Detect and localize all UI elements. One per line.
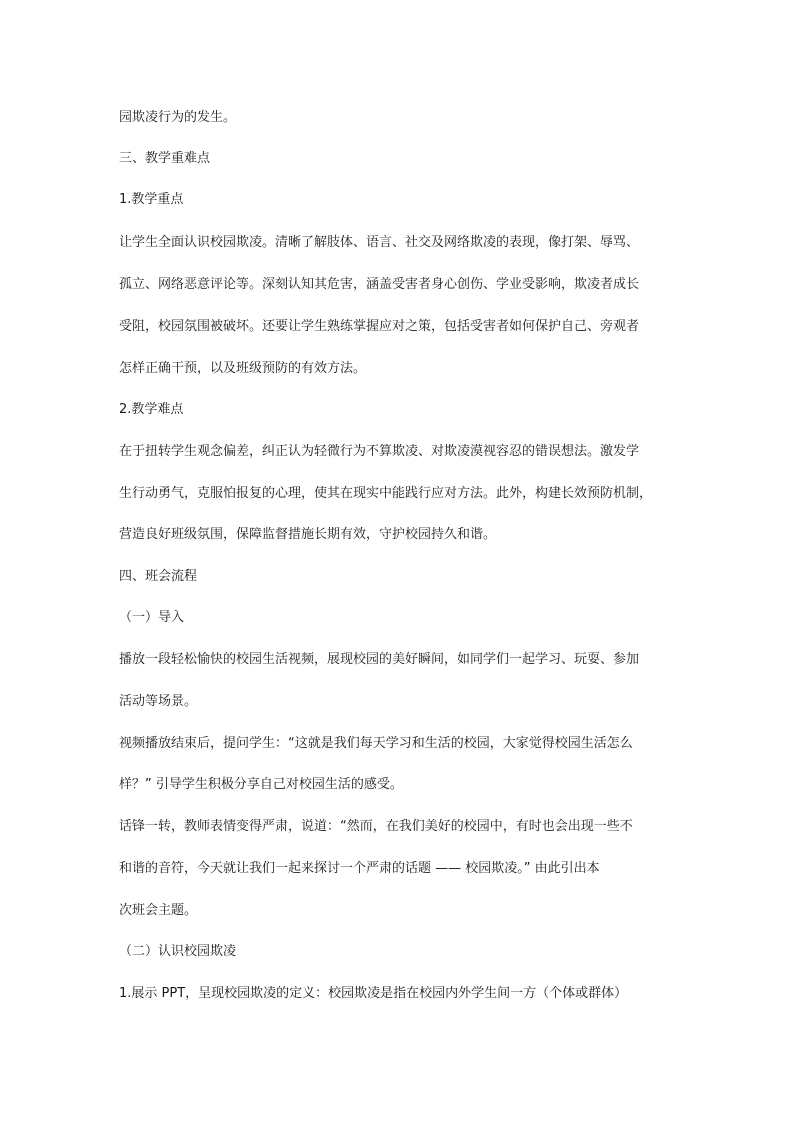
paragraph-line: 样？” 引导学生积极分享自己对校园生活的感受。 — [119, 777, 403, 792]
paragraph-line: 视频播放结束后，提问学生：“这就是我们每天学习和生活的校园，大家觉得校园生活怎么 — [119, 736, 633, 751]
paragraph-line: 活动等场景。 — [119, 694, 198, 709]
section-heading: 三、教学重难点 — [119, 151, 211, 166]
paragraph-line: 园欺凌行为的发生。 — [119, 110, 237, 125]
paragraph-line: 话锋一转，教师表情变得严肃，说道：“然而，在我们美好的校园中，有时也会出现一些不 — [119, 819, 633, 834]
subsection-heading: 1.教学重点 — [119, 192, 184, 207]
paragraph-line: 怎样正确干预，以及班级预防的有效方法。 — [119, 361, 367, 376]
paragraph-line: 次班会主题。 — [119, 903, 198, 918]
subsection-heading: （一）导入 — [119, 610, 185, 625]
paragraph-line: 生行动勇气，克服怕报复的心理，使其在现实中能践行应对方法。此外，构建长效预防机制， — [119, 486, 653, 501]
paragraph-line: 让学生全面认识校园欺凌。清晰了解肢体、语言、社交及网络欺凌的表现，像打架、辱骂、 — [119, 235, 640, 250]
paragraph-line: 播放一段轻松愉快的校园生活视频，展现校园的美好瞬间，如同学们一起学习、玩耍、参加 — [119, 652, 640, 667]
paragraph-line: 受阻，校园氛围被破坏。还要让学生熟练掌握应对之策，包括受害者如何保护自己、旁观者 — [119, 319, 640, 334]
paragraph-line: 营造良好班级氛围，保障监督措施长期有效，守护校园持久和谐。 — [119, 527, 497, 542]
paragraph-line: 孤立、网络恶意评论等。深刻认知其危害，涵盖受害者身心创伤、学业受影响，欺凌者成长 — [119, 277, 640, 292]
paragraph-line: 1.展示 PPT，呈现校园欺凌的定义：校园欺凌是指在校园内外学生间一方（个体或群体） — [119, 986, 628, 1001]
paragraph-line: 在于扭转学生观念偏差，纠正认为轻微行为不算欺凌、对欺凌漠视容忍的错误想法。激发学 — [119, 444, 640, 459]
subsection-heading: （二）认识校园欺凌 — [119, 944, 237, 959]
section-heading: 四、班会流程 — [119, 569, 198, 584]
paragraph-line: 和谐的音符，今天就让我们一起来探讨一个严肃的话题 —— 校园欺凌。” 由此引出本 — [119, 861, 600, 876]
subsection-heading: 2.教学难点 — [119, 402, 184, 417]
